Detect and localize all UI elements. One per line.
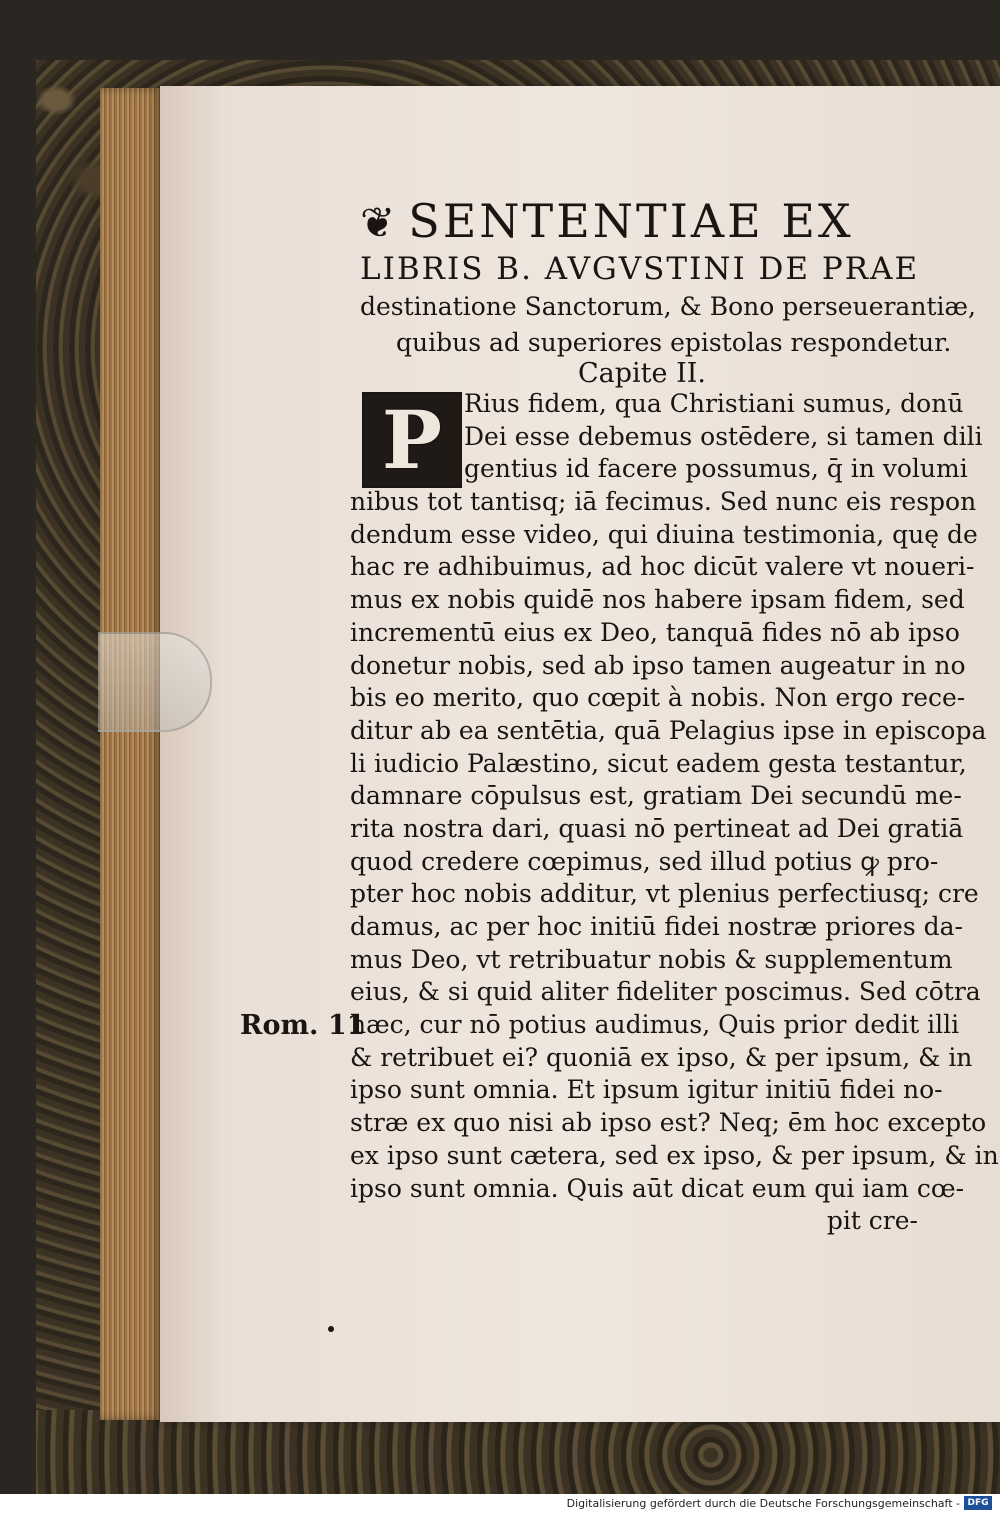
catchword: pit cre- <box>826 1206 918 1236</box>
text-line: ipso sunt omnia. Et ipsum igitur initiū fidei no- <box>350 1075 943 1105</box>
text-line: incrementū eius ex Deo, tanquā fides nō ab ipso <box>350 617 960 647</box>
title-block <box>360 194 976 361</box>
text-line: pter hoc nobis additur, vt plenius perfectiusq; cre <box>350 879 979 909</box>
fleuron-icon: ❦ <box>360 198 399 247</box>
marginal-note: Rom. 11 <box>240 1010 366 1041</box>
text-line: dendum esse video, qui diuina testimonia, quę de <box>350 519 978 549</box>
text-line: Dei esse debemus ostēdere, si tamen dili <box>464 421 983 451</box>
text-line: mus Deo, vt retribuatur nobis & supplementum <box>350 944 953 974</box>
text-line: hac re adhibuimus, ad hoc dicūt valere vt noueri- <box>350 552 975 582</box>
chapter-heading: Capite II. <box>578 358 706 389</box>
text-line: nibus tot tantisq; iā fecimus. Sed nunc eis respon <box>350 487 977 517</box>
ink-dot <box>328 1326 334 1332</box>
text-line: donetur nobis, sed ab ipso tamen augeatur in no <box>350 650 966 680</box>
text-line: hæc, cur nō potius audimus, Quis prior dedit illi <box>350 1010 960 1040</box>
text-line: eius, & si quid aliter fideliter poscimus. Sed cōtra <box>350 977 981 1007</box>
footer-credit: Digitalisierung gefördert durch die Deutsche Forschungsgemeinschaft - <box>566 1497 960 1510</box>
title-line-3: destinatione Sanctorum, & Bono perseuerantiæ, <box>360 292 976 321</box>
text-line: & retribuet ei? quoniā ex ipso, & per ipsum, & in <box>350 1042 973 1072</box>
dfg-logo-icon: DFG <box>964 1496 992 1510</box>
text-line: stræ ex quo nisi ab ipso est? Neq; ēm hoc excepto <box>350 1108 987 1138</box>
text-line: ex ipso sunt cætera, sed ex ipso, & per ipsum, & in <box>350 1140 999 1170</box>
text-line: Rius fidem, qua Christiani sumus, donū <box>464 389 964 418</box>
text-line: ditur ab ea sentētia, quā Pelagius ipse in episcopa <box>350 715 987 745</box>
text-line: rita nostra dari, quasi nō pertineat ad Dei gratiā <box>350 813 964 843</box>
book-cover-board-bottom <box>36 1410 1000 1500</box>
title-line-4: quibus ad superiores epistolas respondetur. <box>396 328 952 357</box>
title-line-2: LIBRIS B. AVGVSTINI DE PRAE <box>360 251 920 287</box>
text-line: damus, ac per hoc initiū fidei nostræ priores da- <box>350 912 963 941</box>
initial-letter: P <box>381 393 443 487</box>
text-line: li iudicio Palæstino, sicut eadem gesta testantur, <box>350 748 967 778</box>
text-line: bis eo merito, quo cœpit à nobis. Non ergo rece- <box>350 683 966 713</box>
text-line: ipso sunt omnia. Quis aūt dicat eum qui iam cœ- <box>350 1173 965 1203</box>
text-line: gentius id facere possumus, q̄ in volumi <box>464 454 968 484</box>
text-line: mus ex nobis quidē nos habere ipsam fidem, sed <box>350 585 965 615</box>
text-line: damnare cōpulsus est, gratiam Dei secundū me- <box>350 781 962 811</box>
page-clip <box>98 632 212 732</box>
title-line-1: ❦ SENTENTIAE EX <box>360 194 854 248</box>
body-text <box>350 388 999 1238</box>
page-fore-edge <box>100 88 166 1420</box>
text-line: quod credere cœpimus, sed illud potius ꝙ pro- <box>350 846 939 876</box>
